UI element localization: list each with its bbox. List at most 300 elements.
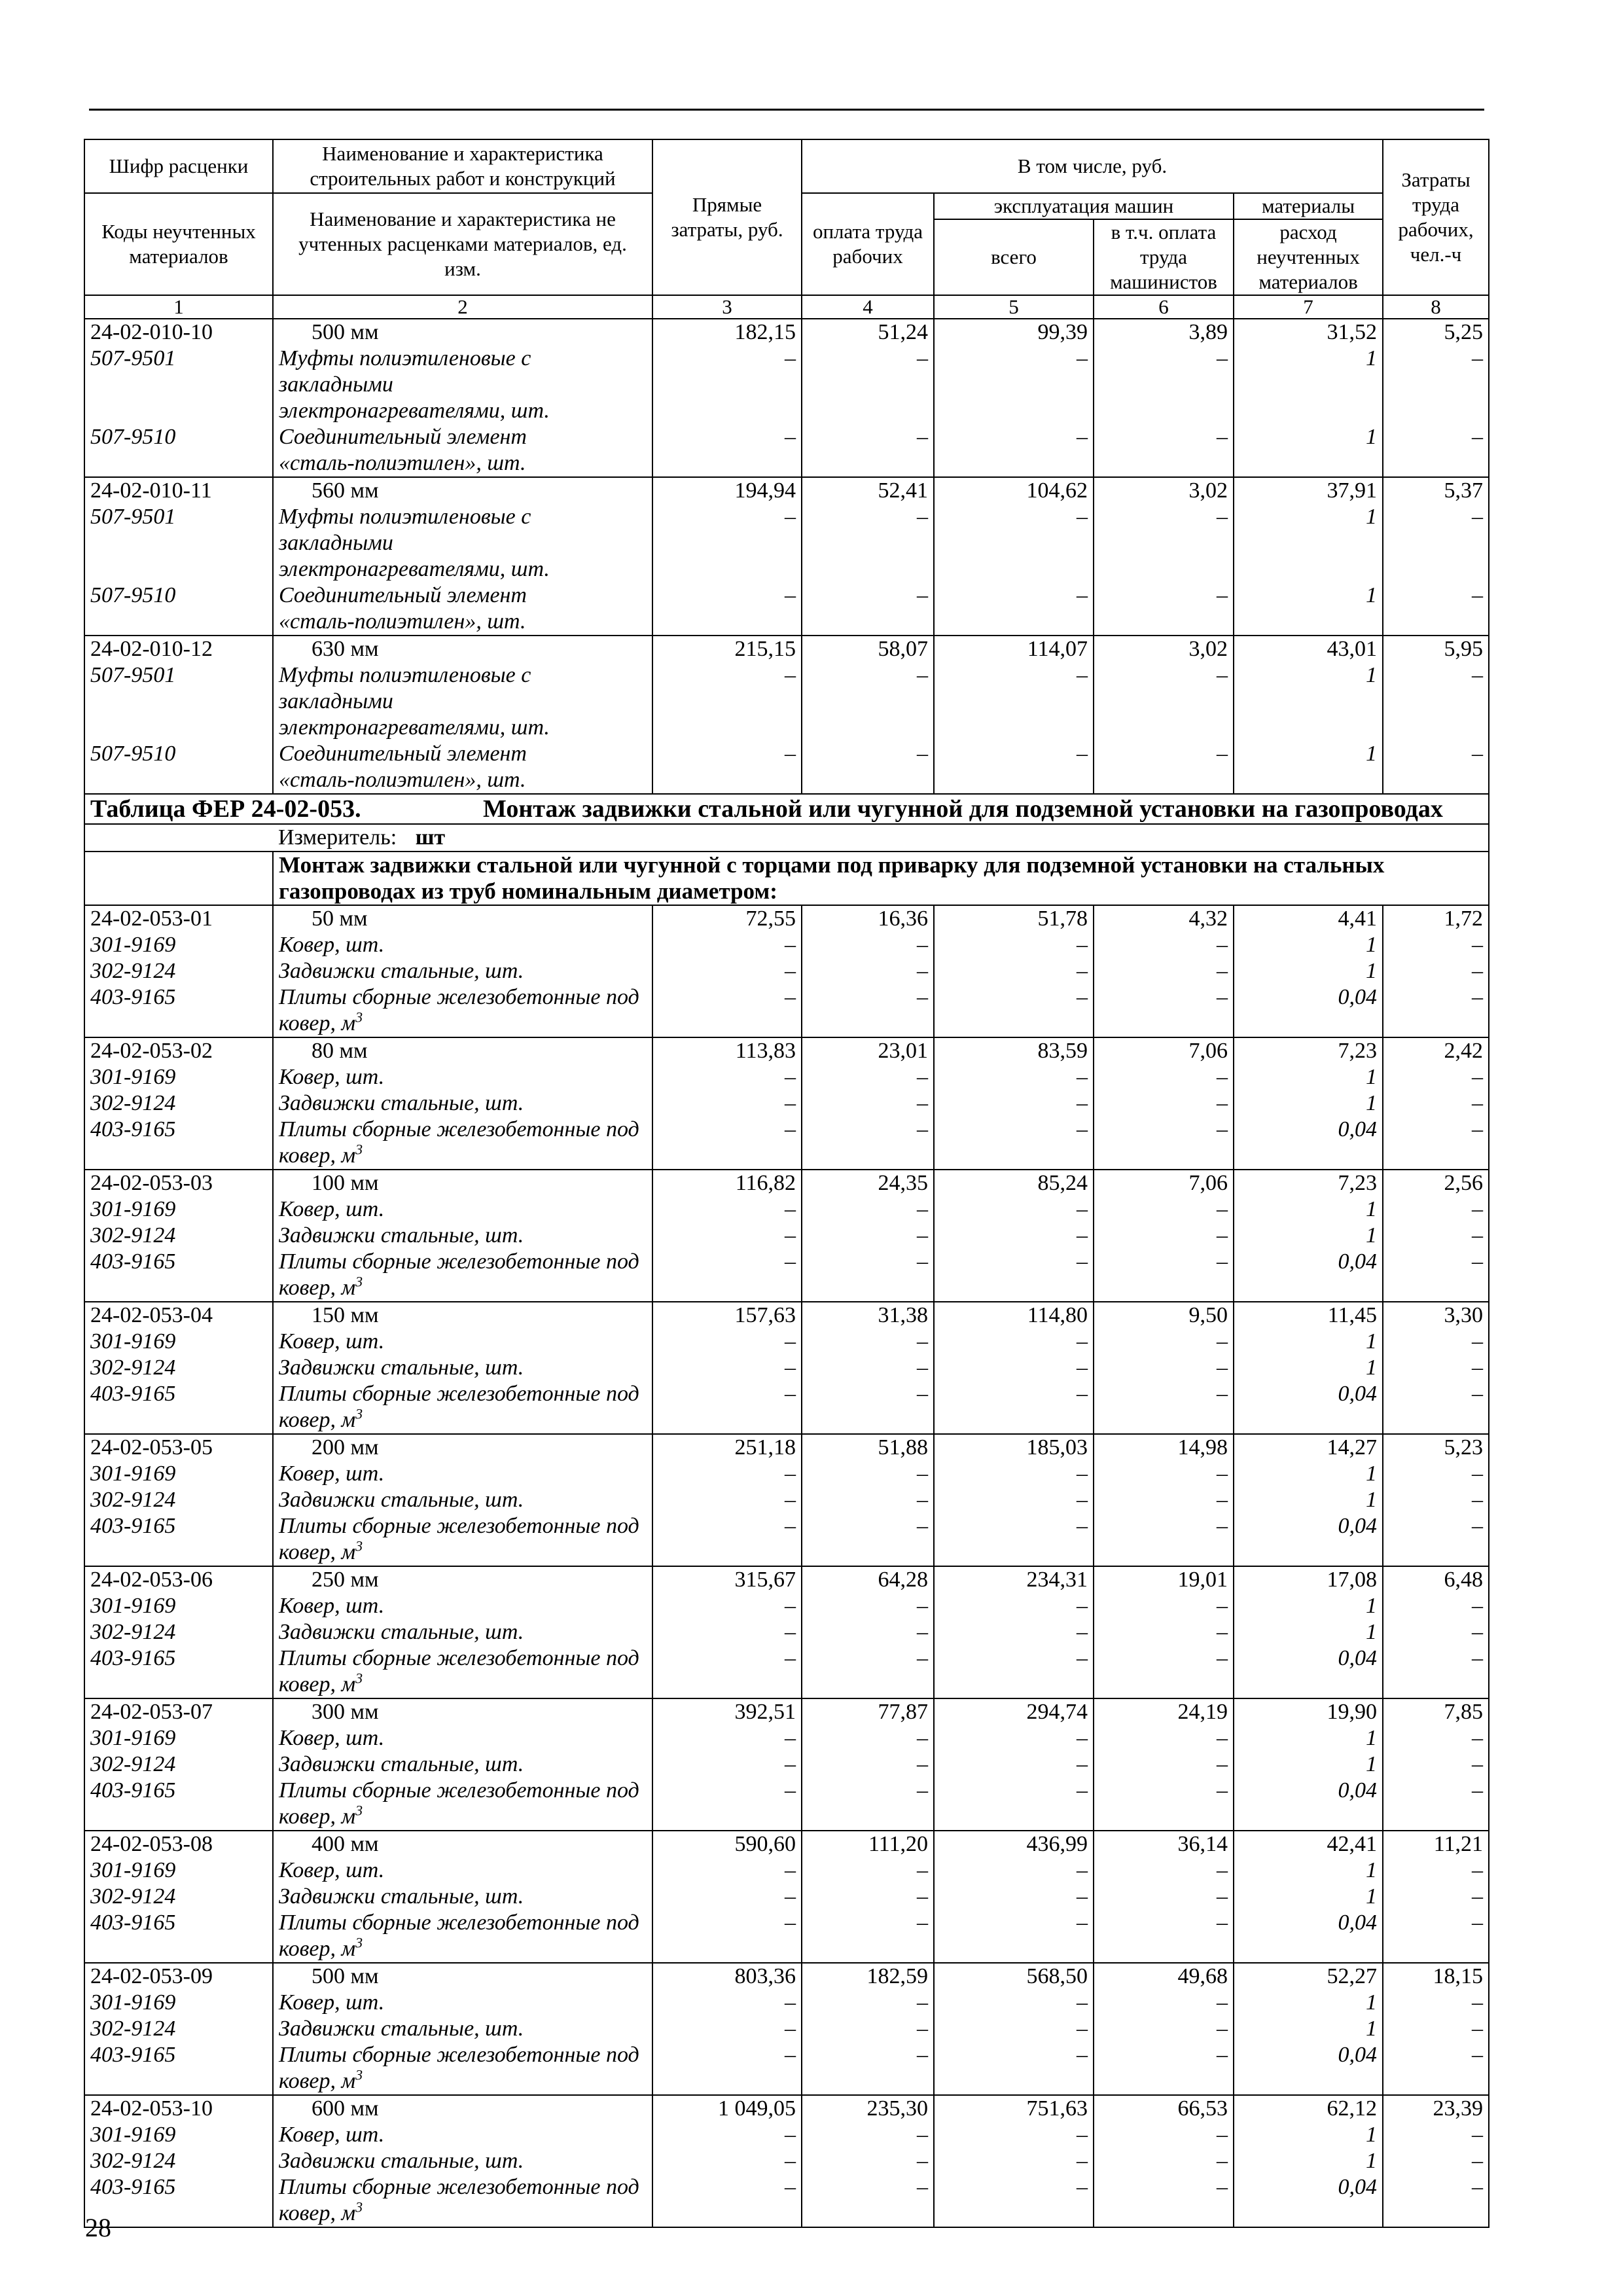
value-dash: – <box>934 1725 1094 1751</box>
material-qty: 1 <box>1234 662 1383 715</box>
empty-cell <box>1094 1804 1234 1831</box>
material-row <box>84 1223 1489 1249</box>
empty-cell <box>652 1143 802 1170</box>
material-code: 301-9169 <box>84 1196 273 1223</box>
value-dash: – <box>934 346 1094 398</box>
value-cell: 2,42 <box>1383 1037 1489 1064</box>
empty-cell <box>652 1804 802 1831</box>
value-cell: 42,41 <box>1234 1831 1383 1857</box>
value-dash: – <box>934 504 1094 556</box>
empty-cell <box>84 556 273 583</box>
value-dash: – <box>652 1461 802 1487</box>
material-code: 302-9124 <box>84 2148 273 2174</box>
empty-cell <box>802 767 934 794</box>
value-dash: – <box>1094 2016 1234 2042</box>
value-dash: – <box>652 504 802 556</box>
empty-cell <box>802 556 934 583</box>
material-qty: 1 <box>1234 346 1383 398</box>
empty-cell <box>802 1672 934 1698</box>
value-dash: – <box>1383 2042 1489 2068</box>
value-dash: – <box>1383 1857 1489 1884</box>
material-name-cont <box>273 1672 652 1698</box>
empty-cell <box>1234 1143 1383 1170</box>
value-dash: – <box>652 2016 802 2042</box>
material-name: Задвижки стальные, шт. <box>273 2148 652 2174</box>
material-row <box>84 1619 1489 1645</box>
value-dash: – <box>802 1117 934 1143</box>
value-dash: – <box>1094 2042 1234 2068</box>
material-qty: 0,04 <box>1234 1381 1383 1407</box>
material-code: 403-9165 <box>84 1513 273 1539</box>
value-dash: – <box>652 1725 802 1751</box>
material-code: 302-9124 <box>84 1090 273 1117</box>
material-row <box>84 1329 1489 1355</box>
value-cell: 1,72 <box>1383 905 1489 932</box>
value-dash: – <box>652 1619 802 1645</box>
value-dash: – <box>1094 1329 1234 1355</box>
empty-cell <box>652 609 802 636</box>
material-name: Ковер, шт. <box>273 1593 652 1619</box>
empty-cell <box>652 556 802 583</box>
material-qty: 1 <box>1234 1619 1383 1645</box>
value-dash: – <box>652 2122 802 2148</box>
material-name: Ковер, шт. <box>273 1329 652 1355</box>
value-cell: 185,03 <box>934 1434 1094 1461</box>
material-qty: 1 <box>1234 1461 1383 1487</box>
table-row <box>84 1698 1489 1725</box>
empty-cell <box>1094 2200 1234 2227</box>
value-dash: – <box>1383 1751 1489 1778</box>
value-dash: – <box>802 1355 934 1381</box>
material-row <box>84 1196 1489 1223</box>
material-row <box>84 1487 1489 1513</box>
value-dash: – <box>652 1381 802 1407</box>
value-dash: – <box>652 1884 802 1910</box>
unit-text: ковер, м <box>279 1011 356 1035</box>
empty-cell <box>802 1539 934 1566</box>
value-dash: – <box>1383 1117 1489 1143</box>
value-cell: 11,21 <box>1383 1831 1489 1857</box>
value-dash: – <box>1094 984 1234 1011</box>
empty-cell <box>1234 1936 1383 1963</box>
material-code: 507-9510 <box>84 424 273 450</box>
empty-cell <box>84 1672 273 1698</box>
value-dash: – <box>1094 662 1234 715</box>
empty-cell <box>1234 767 1383 794</box>
material-qty: 1 <box>1234 1329 1383 1355</box>
material-name: Задвижки стальные, шт. <box>273 1619 652 1645</box>
empty-cell <box>84 1011 273 1037</box>
material-code: 403-9165 <box>84 1910 273 1936</box>
value-dash: – <box>802 1619 934 1645</box>
material-name: Плиты сборные железобетонные под <box>273 1381 652 1407</box>
value-cell: 23,39 <box>1383 2095 1489 2122</box>
value-dash: – <box>802 1990 934 2016</box>
material-row <box>84 2016 1489 2042</box>
header-machines-total: всего <box>934 219 1094 295</box>
material-qty: 1 <box>1234 1064 1383 1090</box>
value-dash: – <box>1094 1645 1234 1672</box>
header-material-codes: Коды неучтенных материалов <box>84 193 273 295</box>
empty-cell <box>84 824 273 852</box>
top-rule <box>89 109 1484 111</box>
column-number: 2 <box>273 295 652 319</box>
value-dash: – <box>1094 1461 1234 1487</box>
material-code: 301-9169 <box>84 2122 273 2148</box>
material-code: 507-9501 <box>84 662 273 715</box>
material-row <box>84 346 1489 398</box>
unit-exponent: 3 <box>355 1934 363 1951</box>
material-code: 302-9124 <box>84 1751 273 1778</box>
empty-cell <box>802 398 934 424</box>
material-code: 301-9169 <box>84 1990 273 2016</box>
material-qty: 1 <box>1234 504 1383 556</box>
empty-cell <box>934 1804 1094 1831</box>
empty-cell <box>1094 2068 1234 2095</box>
value-dash: – <box>1094 1857 1234 1884</box>
table-title: Монтаж задвижки стальной или чугунной для подземной установки на газопроводах <box>483 795 1443 823</box>
material-name-cont: «сталь-полиэтилен», шт. <box>273 767 652 794</box>
material-name: Плиты сборные железобетонные под <box>273 1778 652 1804</box>
material-qty: 1 <box>1234 1487 1383 1513</box>
empty-cell <box>1383 1936 1489 1963</box>
work-name: 500 мм <box>273 319 652 346</box>
value-cell: 52,41 <box>802 477 934 504</box>
material-row <box>84 1751 1489 1778</box>
material-name: Ковер, шт. <box>273 1064 652 1090</box>
value-cell: 7,06 <box>1094 1037 1234 1064</box>
value-cell: 7,23 <box>1234 1170 1383 1196</box>
value-dash: – <box>802 1381 934 1407</box>
value-dash: – <box>802 1645 934 1672</box>
value-cell: 9,50 <box>1094 1302 1234 1329</box>
material-qty: 1 <box>1234 958 1383 984</box>
empty-cell <box>1383 1804 1489 1831</box>
value-dash: – <box>934 1090 1094 1117</box>
empty-cell <box>1383 2200 1489 2227</box>
value-dash: – <box>802 1725 934 1751</box>
value-dash: – <box>1383 1778 1489 1804</box>
empty-cell <box>652 1407 802 1434</box>
value-cell: 182,59 <box>802 1963 934 1990</box>
value-dash: – <box>802 1223 934 1249</box>
header-material-names: Наименование и характеристика не учтенных расценками материалов, ед. изм. <box>273 193 652 295</box>
unit-exponent: 3 <box>355 1670 363 1687</box>
empty-cell <box>652 767 802 794</box>
empty-cell <box>934 1143 1094 1170</box>
material-name: Муфты полиэтиленовые с закладными <box>273 504 652 556</box>
value-cell: 51,78 <box>934 905 1094 932</box>
value-cell: 14,27 <box>1234 1434 1383 1461</box>
value-dash: – <box>652 1117 802 1143</box>
material-row <box>84 1090 1489 1117</box>
empty-cell <box>652 1936 802 1963</box>
value-cell: 31,52 <box>1234 319 1383 346</box>
value-cell: 16,36 <box>802 905 934 932</box>
value-dash: – <box>802 2042 934 2068</box>
value-dash: – <box>1094 1223 1234 1249</box>
material-qty: 1 <box>1234 1593 1383 1619</box>
value-cell: 52,27 <box>1234 1963 1383 1990</box>
value-dash: – <box>934 1249 1094 1275</box>
value-cell: 83,59 <box>934 1037 1094 1064</box>
empty-cell <box>934 767 1094 794</box>
value-dash: – <box>934 741 1094 767</box>
value-dash: – <box>1094 2122 1234 2148</box>
value-cell: 7,23 <box>1234 1037 1383 1064</box>
value-dash: – <box>934 2148 1094 2174</box>
material-qty: 0,04 <box>1234 1645 1383 1672</box>
header-worker-pay: оплата труда рабочих <box>802 193 934 295</box>
empty-cell <box>1094 1143 1234 1170</box>
value-cell: 85,24 <box>934 1170 1094 1196</box>
material-row <box>84 1513 1489 1539</box>
material-qty: 1 <box>1234 1884 1383 1910</box>
value-dash: – <box>802 1513 934 1539</box>
work-name: 150 мм <box>273 1302 652 1329</box>
empty-cell <box>1234 1539 1383 1566</box>
value-dash: – <box>934 1619 1094 1645</box>
material-code: 302-9124 <box>84 1223 273 1249</box>
material-code: 403-9165 <box>84 1381 273 1407</box>
value-cell: 116,82 <box>652 1170 802 1196</box>
table-row <box>84 1302 1489 1329</box>
material-name: Задвижки стальные, шт. <box>273 1487 652 1513</box>
table-row <box>84 477 1489 504</box>
material-row <box>84 958 1489 984</box>
value-dash: – <box>652 1196 802 1223</box>
value-dash: – <box>1383 1593 1489 1619</box>
empty-cell <box>1234 2068 1383 2095</box>
unit-exponent: 3 <box>355 2066 363 2083</box>
empty-cell <box>1094 1672 1234 1698</box>
material-row <box>84 1910 1489 1936</box>
material-qty: 1 <box>1234 424 1383 450</box>
empty-cell <box>802 1804 934 1831</box>
value-dash: – <box>802 741 934 767</box>
material-row <box>84 932 1489 958</box>
value-dash: – <box>802 1196 934 1223</box>
value-dash: – <box>1094 504 1234 556</box>
empty-cell <box>1234 450 1383 477</box>
value-dash: – <box>934 2016 1094 2042</box>
value-dash: – <box>652 424 802 450</box>
material-qty: 0,04 <box>1234 2174 1383 2200</box>
value-cell: 568,50 <box>934 1963 1094 1990</box>
material-qty: 1 <box>1234 2016 1383 2042</box>
material-row <box>84 1249 1489 1275</box>
value-cell: 51,24 <box>802 319 934 346</box>
rate-code: 24-02-053-08 <box>84 1831 273 1857</box>
rate-code: 24-02-053-07 <box>84 1698 273 1725</box>
material-name: Ковер, шт. <box>273 1461 652 1487</box>
value-cell: 43,01 <box>1234 636 1383 662</box>
value-dash: – <box>1383 1725 1489 1751</box>
value-dash: – <box>802 958 934 984</box>
value-cell: 36,14 <box>1094 1831 1234 1857</box>
unit-text: ковер, м <box>279 1143 356 1168</box>
empty-cell <box>934 450 1094 477</box>
value-cell: 77,87 <box>802 1698 934 1725</box>
empty-cell <box>1383 1672 1489 1698</box>
empty-cell <box>84 1407 273 1434</box>
rate-code: 24-02-053-05 <box>84 1434 273 1461</box>
empty-cell <box>652 1539 802 1566</box>
material-code: 507-9501 <box>84 504 273 556</box>
material-row <box>84 1064 1489 1090</box>
value-dash: – <box>1094 1196 1234 1223</box>
material-code: 507-9510 <box>84 741 273 767</box>
work-name: 500 мм <box>273 1963 652 1990</box>
value-cell: 3,89 <box>1094 319 1234 346</box>
value-dash: – <box>934 2122 1094 2148</box>
header-material-consumption: расход неучтенных материалов <box>1234 219 1383 295</box>
value-cell: 19,01 <box>1094 1566 1234 1593</box>
work-name: 400 мм <box>273 1831 652 1857</box>
empty-cell <box>1234 556 1383 583</box>
value-dash: – <box>1383 1064 1489 1090</box>
material-row <box>84 2148 1489 2174</box>
meter-value: шт <box>415 825 446 850</box>
material-name: Задвижки стальные, шт. <box>273 1751 652 1778</box>
value-dash: – <box>1383 984 1489 1011</box>
empty-cell <box>652 398 802 424</box>
value-dash: – <box>934 1064 1094 1090</box>
value-dash: – <box>652 984 802 1011</box>
value-dash: – <box>934 1513 1094 1539</box>
empty-cell <box>934 1011 1094 1037</box>
value-dash: – <box>934 932 1094 958</box>
meter-label: Измеритель: <box>278 825 397 850</box>
empty-cell <box>84 609 273 636</box>
value-dash: – <box>1383 1249 1489 1275</box>
unit-text: ковер, м <box>279 1672 356 1696</box>
material-row <box>84 662 1489 715</box>
value-dash: – <box>934 1910 1094 1936</box>
value-dash: – <box>652 741 802 767</box>
material-code: 403-9165 <box>84 984 273 1011</box>
value-dash: – <box>802 932 934 958</box>
material-name-cont <box>273 2068 652 2095</box>
value-cell: 19,90 <box>1234 1698 1383 1725</box>
empty-cell <box>934 715 1094 741</box>
value-dash: – <box>1094 1355 1234 1381</box>
value-dash: – <box>802 2016 934 2042</box>
empty-cell <box>1094 1539 1234 1566</box>
meter-line <box>273 824 1489 852</box>
unit-text: ковер, м <box>279 1540 356 1564</box>
value-dash: – <box>1383 2174 1489 2200</box>
work-name: 300 мм <box>273 1698 652 1725</box>
value-dash: – <box>652 958 802 984</box>
empty-cell <box>1094 450 1234 477</box>
table-row <box>84 1963 1489 1990</box>
empty-cell <box>802 609 934 636</box>
empty-cell <box>1094 1936 1234 1963</box>
value-cell: 436,99 <box>934 1831 1094 1857</box>
value-dash: – <box>802 1461 934 1487</box>
unit-exponent: 3 <box>355 1141 363 1158</box>
rate-code: 24-02-053-06 <box>84 1566 273 1593</box>
material-qty: 0,04 <box>1234 984 1383 1011</box>
value-cell: 111,20 <box>802 1831 934 1857</box>
column-number: 3 <box>652 295 802 319</box>
value-cell: 1 049,05 <box>652 2095 802 2122</box>
material-name: Соединительный элемент <box>273 741 652 767</box>
material-qty: 0,04 <box>1234 1117 1383 1143</box>
column-number: 5 <box>934 295 1094 319</box>
table-row <box>84 636 1489 662</box>
value-cell: 803,36 <box>652 1963 802 1990</box>
value-dash: – <box>934 1381 1094 1407</box>
material-name: Задвижки стальные, шт. <box>273 1223 652 1249</box>
value-dash: – <box>802 1249 934 1275</box>
value-dash: – <box>1094 583 1234 609</box>
material-row <box>84 1593 1489 1619</box>
material-row <box>84 1778 1489 1804</box>
empty-cell <box>1094 609 1234 636</box>
value-dash: – <box>652 1593 802 1619</box>
value-dash: – <box>802 1090 934 1117</box>
value-cell: 4,41 <box>1234 905 1383 932</box>
column-number: 6 <box>1094 295 1234 319</box>
material-code: 302-9124 <box>84 2016 273 2042</box>
table-row <box>84 1434 1489 1461</box>
value-cell: 31,38 <box>802 1302 934 1329</box>
value-dash: – <box>1094 1751 1234 1778</box>
empty-cell <box>934 2068 1094 2095</box>
value-cell: 14,98 <box>1094 1434 1234 1461</box>
material-name-cont: электронагревателями, шт. <box>273 398 652 424</box>
table-row <box>84 1170 1489 1196</box>
header-labor-costs: Затраты труда рабочих, чел.-ч <box>1383 139 1489 295</box>
material-name-cont <box>273 2200 652 2227</box>
material-name: Задвижки стальные, шт. <box>273 1355 652 1381</box>
value-cell: 99,39 <box>934 319 1094 346</box>
material-name: Плиты сборные железобетонные под <box>273 984 652 1011</box>
material-qty: 1 <box>1234 1725 1383 1751</box>
value-dash: – <box>1094 932 1234 958</box>
value-cell: 7,06 <box>1094 1170 1234 1196</box>
empty-cell <box>84 1804 273 1831</box>
value-dash: – <box>1094 1064 1234 1090</box>
value-dash: – <box>934 1329 1094 1355</box>
value-dash: – <box>652 1513 802 1539</box>
empty-cell <box>1383 1011 1489 1037</box>
value-cell: 5,23 <box>1383 1434 1489 1461</box>
material-name: Ковер, шт. <box>273 2122 652 2148</box>
empty-cell <box>652 450 802 477</box>
material-qty: 1 <box>1234 2148 1383 2174</box>
empty-cell <box>1383 1143 1489 1170</box>
empty-cell <box>652 715 802 741</box>
material-row <box>84 1381 1489 1407</box>
empty-cell <box>652 1275 802 1302</box>
material-qty: 0,04 <box>1234 1249 1383 1275</box>
material-row <box>84 1461 1489 1487</box>
value-dash: – <box>1383 1090 1489 1117</box>
empty-cell <box>1094 1011 1234 1037</box>
value-dash: – <box>1383 1355 1489 1381</box>
material-name-cont <box>273 1407 652 1434</box>
value-cell: 751,63 <box>934 2095 1094 2122</box>
value-dash: – <box>802 1593 934 1619</box>
value-dash: – <box>652 1910 802 1936</box>
value-cell: 72,55 <box>652 905 802 932</box>
value-dash: – <box>802 1884 934 1910</box>
material-name: Ковер, шт. <box>273 1857 652 1884</box>
empty-cell <box>1383 1539 1489 1566</box>
